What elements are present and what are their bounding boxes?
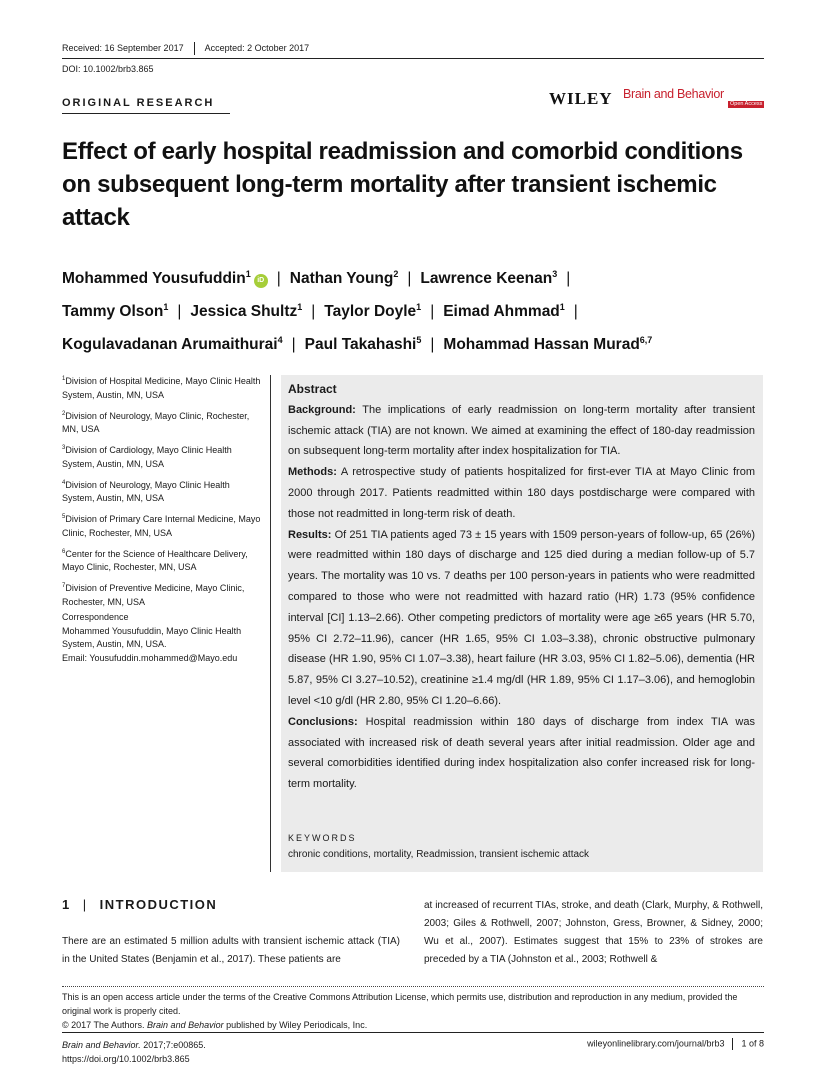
correspondence-email[interactable]: Email: Yousufuddin.mohammed@Mayo.edu xyxy=(62,652,238,663)
orcid-icon[interactable]: iD xyxy=(254,274,268,288)
intro-text-col2: at increased of recurrent TIAs, stroke, and death (Clark, Murphy, & Rothwell, 2003; Giles & Rothwell, 2007; Johnston, Gress, Browner, & Sidney, 2000; Wu et al., 2007). Estimates suggest that 15% to 23% of strokes are preceded by a TIA (Johnston et al., 2003; Rothwell & xyxy=(424,900,763,965)
footer-doi-link[interactable]: https://doi.org/10.1002/brb3.865 xyxy=(62,1054,190,1064)
correspondence-text: Mohammed Yousufuddin, Mayo Clinic Health System, Austin, MN, USA. xyxy=(62,625,242,649)
abstract-methods: Methods: A retrospective study of patients hospitalized for first-ever TIA at Mayo Clinic from 2000 through 2017. Patients readmitted within 180 days postdischarge were compared with those not readmitted in long-term risk of death. xyxy=(288,466,755,520)
author[interactable]: Nathan Young$^2$ xyxy=(289,269,399,288)
column-divider xyxy=(270,375,271,872)
author[interactable]: Tammy Olson$^1$ xyxy=(62,302,169,321)
abstract-results: Results: Of 251 TIA patients aged 73 ± 15 years with 1509 person-years of follow-up, 65 (26%) were readmitted within 180 days of discharge and 125 died during a median follow-up of 5.7 years. The mortality was 10 vs. 7 deaths per 100 person-years in patients who were readmitted compared to those who were not readmitted with hazard ratio (HR) 1.73 (95% confidence interval [CI] 1.13–2.66). Other competing predictors of mortality were age ≥65 years (HR 5.70, 95% CI 2.72–11.96), cancer (HR 1.65, 95% CI 1.03–3.38), chronic obstructive pulmonary disease (HR 1.90, 95% CI 1.07–3.38), heart failure (HR 3.03, 95% CI 1.82–5.06), dementia (HR 5.87, 95% CI 3.27–10.52), creatinine ≥1.4 mg/dl (HR 1.89, 95% CI 1.17–3.06), and hemoglobin level <10 g/dl (HR 2.80, 95% CI 1.20–6.66). xyxy=(288,528,755,707)
keywords-label: KEYWORDS xyxy=(288,833,357,843)
author[interactable]: Mohammed Yousufuddin$^1$iD xyxy=(62,270,268,287)
affiliation: $^4$Division of Neurology, Mayo Clinic Health System, Austin, MN, USA xyxy=(62,479,230,503)
page-number: 1 of 8 xyxy=(741,1038,764,1049)
correspondence xyxy=(62,611,262,665)
footer-right xyxy=(587,1038,764,1050)
author[interactable]: Jessica Shultz$^1$ xyxy=(190,302,303,321)
intro-heading: 1 | INTRODUCTION xyxy=(62,897,218,912)
section-type: ORIGINAL RESEARCH xyxy=(62,97,215,109)
article-dates xyxy=(62,42,309,55)
author[interactable]: Eimad Ahmmad$^1$ xyxy=(443,302,565,321)
received-date: Received: 16 September 2017 xyxy=(62,42,184,53)
open-access-badge: Open Access xyxy=(730,101,763,107)
affiliation: $^5$Division of Primary Care Internal Medicine, Mayo Clinic, Rochester, MN, USA xyxy=(62,514,261,538)
affiliation: $^2$Division of Neurology, Mayo Clinic, Rochester, MN, USA xyxy=(62,410,250,434)
affiliation: $^7$Division of Preventive Medicine, Mayo Clinic, Rochester, MN, USA xyxy=(62,583,245,607)
journal-site-link[interactable]: wileyonlinelibrary.com/journal/brb3 xyxy=(587,1038,725,1049)
abstract-background: Background: The implications of early readmission on long-term mortality after transient ischemic attack (TIA) are not known. We aimed at examining the effect of 180-day readmission on subsequent long-term mortality after index hospitalization for TIA. xyxy=(288,403,756,458)
abstract-conclusions: Conclusions: Hospital readmission within 180 days of discharge from index TIA was associated with increased risk of death several years after initial readmission. Older age and several comorbidities identified during index hospitalization also confer increased risk for long-term mortality. xyxy=(288,715,755,791)
journal-logo: Brain and Behavior xyxy=(623,87,724,101)
author[interactable]: Paul Takahashi$^5$ xyxy=(304,335,422,354)
affiliation: $^3$Division of Cardiology, Mayo Clinic Health System, Austin, MN, USA xyxy=(62,445,232,469)
intro-text-col1: There are an estimated 5 million adults with transient ischemic attack (TIA) in the United States (Benjamin et al., 2017). These patients are xyxy=(62,936,400,965)
affiliations xyxy=(62,373,262,615)
license-text: This is an open access article under the terms of the Creative Commons Attribution License, which permits use, distribution and reproduction in any medium, provided the original work is properly cited. xyxy=(62,992,738,1016)
footer-rule xyxy=(62,1032,764,1033)
author[interactable]: Kogulavadanan Arumaithurai$^4$ xyxy=(62,335,283,354)
copyright-text: © 2017 The Authors. Brain and Behavior published by Wiley Periodicals, Inc. xyxy=(62,1020,368,1030)
section-type-underline xyxy=(62,113,230,114)
keywords: chronic conditions, mortality, Readmission, transient ischemic attack xyxy=(288,849,590,860)
author[interactable]: Mohammad Hassan Murad$^{6,7}$ xyxy=(443,335,653,354)
abstract-heading: Abstract xyxy=(288,382,337,396)
author[interactable]: Lawrence Keenan$^3$ xyxy=(420,269,558,288)
header-rule xyxy=(62,58,764,59)
affiliation: $^1$Division of Hospital Medicine, Mayo Clinic Health System, Austin, MN, USA xyxy=(62,376,261,400)
doi[interactable]: DOI: 10.1002/brb3.865 xyxy=(62,64,154,74)
correspondence-label: Correspondence xyxy=(62,612,129,622)
publisher-logo: WILEY xyxy=(549,89,613,108)
affiliation: $^6$Center for the Science of Healthcare Delivery, Mayo Clinic, Rochester, MN, USA xyxy=(62,548,248,572)
license-notice xyxy=(62,990,764,1032)
author[interactable]: Taylor Doyle$^1$ xyxy=(324,302,422,321)
footer-citation: Brain and Behavior. 2017;7:e00865. https://doi.org/10.1002/brb3.865 xyxy=(62,1040,206,1064)
license-divider xyxy=(62,986,764,987)
abstract xyxy=(288,379,755,795)
accepted-date: Accepted: 2 October 2017 xyxy=(204,42,310,53)
author-list: Mohammed Yousufuddin$^1$iD | Nathan Young$^2$ | Lawrence Keenan$^3$ | Tammy Olson$^1$ | Jessica Shultz$^1$ | Taylor Doyle$^1$ | Eimad Ahmmad$^1$ | Kogulavadanan Arumaithurai$^4$ | Paul Takahashi$^5$ | Mohammad Hassan Murad$^{6,7}$ xyxy=(62,269,653,354)
article-title: Effect of early hospital readmission and comorbid conditions on subsequent long-term mortality after transient ischemic attack xyxy=(62,138,743,231)
